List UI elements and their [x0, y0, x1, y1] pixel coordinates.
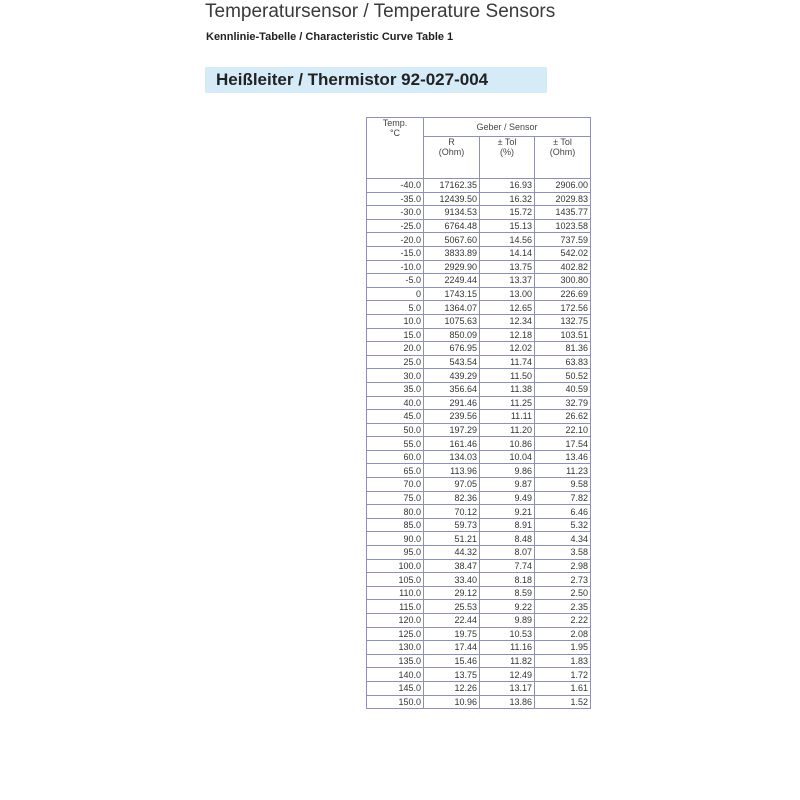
cell-temperature: 130.0 [367, 641, 424, 655]
table-row [367, 206, 591, 220]
cell-tolerance-ohm: 9.58 [535, 478, 591, 492]
cell-tolerance-percent: 9.49 [480, 491, 535, 505]
cell-temperature: 60.0 [367, 450, 424, 464]
header-temperature [367, 118, 424, 179]
table-row [367, 328, 591, 342]
cell-temperature: 25.0 [367, 355, 424, 369]
cell-temperature: 15.0 [367, 328, 424, 342]
cell-tolerance-percent: 11.11 [480, 410, 535, 424]
cell-tolerance-ohm: 737.59 [535, 233, 591, 247]
cell-temperature: 40.0 [367, 396, 424, 410]
cell-tolerance-ohm: 2.73 [535, 573, 591, 587]
table-row [367, 410, 591, 424]
cell-tolerance-percent: 9.89 [480, 614, 535, 628]
header-temperature-unit: °C [389, 128, 401, 138]
cell-tolerance-ohm: 81.36 [535, 342, 591, 356]
cell-temperature: 80.0 [367, 505, 424, 519]
table-row [367, 382, 591, 396]
cell-tolerance-percent: 11.38 [480, 382, 535, 396]
cell-temperature: 10.0 [367, 314, 424, 328]
cell-temperature: 5.0 [367, 301, 424, 315]
cell-temperature: 110.0 [367, 586, 424, 600]
cell-resistance: 6764.48 [424, 219, 480, 233]
table-row [367, 641, 591, 655]
cell-tolerance-ohm: 2.50 [535, 586, 591, 600]
cell-resistance: 12439.50 [424, 192, 480, 206]
cell-resistance: 197.29 [424, 423, 480, 437]
table-row [367, 355, 591, 369]
header-tolerance-percent-label: ± Tol [497, 137, 517, 147]
cell-tolerance-percent: 9.22 [480, 600, 535, 614]
cell-tolerance-ohm: 2.35 [535, 600, 591, 614]
cell-resistance: 113.96 [424, 464, 480, 478]
cell-tolerance-ohm: 13.46 [535, 450, 591, 464]
cell-tolerance-ohm: 63.83 [535, 355, 591, 369]
cell-resistance: 291.46 [424, 396, 480, 410]
cell-temperature: 35.0 [367, 382, 424, 396]
cell-tolerance-percent: 13.00 [480, 287, 535, 301]
cell-temperature: 0 [367, 287, 424, 301]
thermistor-banner [205, 67, 547, 93]
cell-resistance: 3833.89 [424, 246, 480, 260]
header-sensor-group: Geber / Sensor [424, 118, 591, 137]
cell-tolerance-percent: 8.07 [480, 546, 535, 560]
cell-resistance: 15.46 [424, 654, 480, 668]
cell-temperature: 135.0 [367, 654, 424, 668]
cell-temperature: -30.0 [367, 206, 424, 220]
cell-tolerance-percent: 12.18 [480, 328, 535, 342]
cell-tolerance-ohm: 300.80 [535, 274, 591, 288]
table-row [367, 532, 591, 546]
table-row [367, 219, 591, 233]
cell-tolerance-ohm: 50.52 [535, 369, 591, 383]
cell-tolerance-ohm: 11.23 [535, 464, 591, 478]
cell-resistance: 439.29 [424, 369, 480, 383]
cell-tolerance-percent: 9.87 [480, 478, 535, 492]
table-row [367, 478, 591, 492]
cell-temperature: 120.0 [367, 614, 424, 628]
cell-resistance: 676.95 [424, 342, 480, 356]
cell-resistance: 161.46 [424, 437, 480, 451]
cell-tolerance-percent: 12.65 [480, 301, 535, 315]
cell-resistance: 44.32 [424, 546, 480, 560]
cell-tolerance-ohm: 1.83 [535, 654, 591, 668]
header-tolerance-ohm [535, 137, 591, 179]
table-row [367, 450, 591, 464]
header-tolerance-ohm-label: ± Tol [553, 137, 572, 147]
table-row [367, 668, 591, 682]
cell-resistance: 70.12 [424, 505, 480, 519]
cell-tolerance-percent: 13.86 [480, 695, 535, 709]
cell-temperature: 55.0 [367, 437, 424, 451]
cell-tolerance-ohm: 4.34 [535, 532, 591, 546]
cell-tolerance-ohm: 132.75 [535, 314, 591, 328]
characteristic-curve-table [366, 117, 591, 709]
cell-tolerance-percent: 15.72 [480, 206, 535, 220]
table-row [367, 559, 591, 573]
table-row [367, 518, 591, 532]
cell-temperature: 90.0 [367, 532, 424, 546]
cell-tolerance-percent: 16.93 [480, 179, 535, 193]
cell-tolerance-ohm: 6.46 [535, 505, 591, 519]
cell-tolerance-ohm: 402.82 [535, 260, 591, 274]
cell-temperature: -10.0 [367, 260, 424, 274]
cell-temperature: 85.0 [367, 518, 424, 532]
cell-tolerance-ohm: 5.32 [535, 518, 591, 532]
cell-tolerance-percent: 15.13 [480, 219, 535, 233]
cell-resistance: 22.44 [424, 614, 480, 628]
cell-resistance: 13.75 [424, 668, 480, 682]
cell-tolerance-ohm: 40.59 [535, 382, 591, 396]
cell-resistance: 5067.60 [424, 233, 480, 247]
table-row [367, 573, 591, 587]
cell-temperature: -5.0 [367, 274, 424, 288]
cell-tolerance-percent: 11.82 [480, 654, 535, 668]
cell-tolerance-percent: 12.49 [480, 668, 535, 682]
cell-resistance: 1364.07 [424, 301, 480, 315]
table-row [367, 192, 591, 206]
table-row [367, 274, 591, 288]
table-row [367, 695, 591, 709]
table-row [367, 600, 591, 614]
cell-tolerance-percent: 14.56 [480, 233, 535, 247]
cell-temperature: 105.0 [367, 573, 424, 587]
cell-tolerance-ohm: 226.69 [535, 287, 591, 301]
cell-resistance: 38.47 [424, 559, 480, 573]
cell-resistance: 97.05 [424, 478, 480, 492]
cell-tolerance-percent: 12.02 [480, 342, 535, 356]
cell-temperature: 70.0 [367, 478, 424, 492]
table-row [367, 437, 591, 451]
table-row [367, 627, 591, 641]
cell-resistance: 1075.63 [424, 314, 480, 328]
cell-temperature: 125.0 [367, 627, 424, 641]
cell-tolerance-ohm: 1.95 [535, 641, 591, 655]
cell-temperature: 115.0 [367, 600, 424, 614]
cell-tolerance-percent: 8.59 [480, 586, 535, 600]
cell-temperature: 140.0 [367, 668, 424, 682]
table-row [367, 233, 591, 247]
cell-temperature: 150.0 [367, 695, 424, 709]
table-row [367, 396, 591, 410]
table-row [367, 614, 591, 628]
cell-temperature: 50.0 [367, 423, 424, 437]
cell-resistance: 1743.15 [424, 287, 480, 301]
table-body [367, 179, 591, 709]
cell-tolerance-ohm: 1.61 [535, 681, 591, 695]
cell-temperature: 100.0 [367, 559, 424, 573]
cell-resistance: 82.36 [424, 491, 480, 505]
cell-resistance: 2929.90 [424, 260, 480, 274]
cell-tolerance-percent: 13.37 [480, 274, 535, 288]
table-row [367, 505, 591, 519]
cell-resistance: 543.54 [424, 355, 480, 369]
cell-temperature: 145.0 [367, 681, 424, 695]
table-row [367, 681, 591, 695]
cell-tolerance-percent: 11.50 [480, 369, 535, 383]
cell-resistance: 356.64 [424, 382, 480, 396]
cell-resistance: 59.73 [424, 518, 480, 532]
header-tolerance-percent [480, 137, 535, 179]
cell-tolerance-percent: 10.53 [480, 627, 535, 641]
cell-resistance: 33.40 [424, 573, 480, 587]
cell-tolerance-ohm: 1.72 [535, 668, 591, 682]
cell-tolerance-ohm: 2906.00 [535, 179, 591, 193]
cell-tolerance-percent: 11.74 [480, 355, 535, 369]
cell-resistance: 19.75 [424, 627, 480, 641]
cell-tolerance-ohm: 22.10 [535, 423, 591, 437]
thermistor-title: Heißleiter / Thermistor 92-027-004 [216, 70, 489, 89]
table-row [367, 464, 591, 478]
cell-tolerance-percent: 13.75 [480, 260, 535, 274]
table-row [367, 491, 591, 505]
table-row [367, 260, 591, 274]
cell-tolerance-ohm: 2.98 [535, 559, 591, 573]
characteristic-curve-table-wrapper [366, 117, 591, 709]
cell-resistance: 12.26 [424, 681, 480, 695]
cell-temperature: -25.0 [367, 219, 424, 233]
cell-tolerance-ohm: 2.22 [535, 614, 591, 628]
cell-tolerance-ohm: 1023.58 [535, 219, 591, 233]
cell-tolerance-percent: 7.74 [480, 559, 535, 573]
table-row [367, 342, 591, 356]
cell-tolerance-ohm: 1435.77 [535, 206, 591, 220]
cell-tolerance-percent: 8.48 [480, 532, 535, 546]
table-row [367, 301, 591, 315]
cell-resistance: 2249.44 [424, 274, 480, 288]
header-tolerance-percent-unit: (%) [500, 147, 514, 157]
cell-tolerance-ohm: 7.82 [535, 491, 591, 505]
cell-temperature: -15.0 [367, 246, 424, 260]
header-resistance-label: R [448, 137, 455, 147]
cell-tolerance-percent: 9.21 [480, 505, 535, 519]
cell-tolerance-percent: 11.20 [480, 423, 535, 437]
cell-resistance: 51.21 [424, 532, 480, 546]
cell-resistance: 17.44 [424, 641, 480, 655]
header-tolerance-ohm-unit: (Ohm) [549, 147, 576, 157]
table-row [367, 654, 591, 668]
cell-tolerance-percent: 14.14 [480, 246, 535, 260]
cell-temperature: -20.0 [367, 233, 424, 247]
cell-temperature: 75.0 [367, 491, 424, 505]
table-row [367, 586, 591, 600]
cell-tolerance-percent: 11.16 [480, 641, 535, 655]
cell-temperature: 45.0 [367, 410, 424, 424]
cell-tolerance-percent: 10.04 [480, 450, 535, 464]
table-row [367, 246, 591, 260]
cell-resistance: 239.56 [424, 410, 480, 424]
cell-temperature: 95.0 [367, 546, 424, 560]
page-title: Temperatursensor / Temperature Sensors [205, 1, 556, 22]
cell-tolerance-ohm: 32.79 [535, 396, 591, 410]
cell-tolerance-ohm: 103.51 [535, 328, 591, 342]
cell-tolerance-ohm: 542.02 [535, 246, 591, 260]
table-row [367, 314, 591, 328]
cell-tolerance-ohm: 17.54 [535, 437, 591, 451]
cell-temperature: 20.0 [367, 342, 424, 356]
cell-resistance: 9134.53 [424, 206, 480, 220]
cell-tolerance-percent: 13.17 [480, 681, 535, 695]
cell-tolerance-percent: 9.86 [480, 464, 535, 478]
cell-tolerance-ohm: 172.56 [535, 301, 591, 315]
table-row [367, 546, 591, 560]
header-resistance [424, 137, 480, 179]
table-row [367, 287, 591, 301]
cell-tolerance-ohm: 2.08 [535, 627, 591, 641]
cell-tolerance-percent: 8.18 [480, 573, 535, 587]
cell-temperature: 65.0 [367, 464, 424, 478]
header-temperature-label: Temp. [382, 118, 408, 128]
header-resistance-unit: (Ohm) [438, 147, 465, 157]
cell-temperature: 30.0 [367, 369, 424, 383]
cell-tolerance-percent: 11.25 [480, 396, 535, 410]
cell-tolerance-ohm: 2029.83 [535, 192, 591, 206]
cell-resistance: 134.03 [424, 450, 480, 464]
cell-resistance: 29.12 [424, 586, 480, 600]
cell-tolerance-ohm: 1.52 [535, 695, 591, 709]
cell-resistance: 25.53 [424, 600, 480, 614]
cell-tolerance-percent: 8.91 [480, 518, 535, 532]
cell-tolerance-ohm: 26.62 [535, 410, 591, 424]
cell-tolerance-percent: 12.34 [480, 314, 535, 328]
table-row [367, 179, 591, 193]
cell-tolerance-percent: 10.86 [480, 437, 535, 451]
cell-tolerance-ohm: 3.58 [535, 546, 591, 560]
cell-temperature: -40.0 [367, 179, 424, 193]
cell-temperature: -35.0 [367, 192, 424, 206]
table-subtitle: Kennlinie-Tabelle / Characteristic Curve Table 1 [206, 31, 454, 43]
cell-resistance: 10.96 [424, 695, 480, 709]
table-row [367, 369, 591, 383]
cell-tolerance-percent: 16.32 [480, 192, 535, 206]
table-row [367, 423, 591, 437]
cell-resistance: 17162.35 [424, 179, 480, 193]
cell-resistance: 850.09 [424, 328, 480, 342]
